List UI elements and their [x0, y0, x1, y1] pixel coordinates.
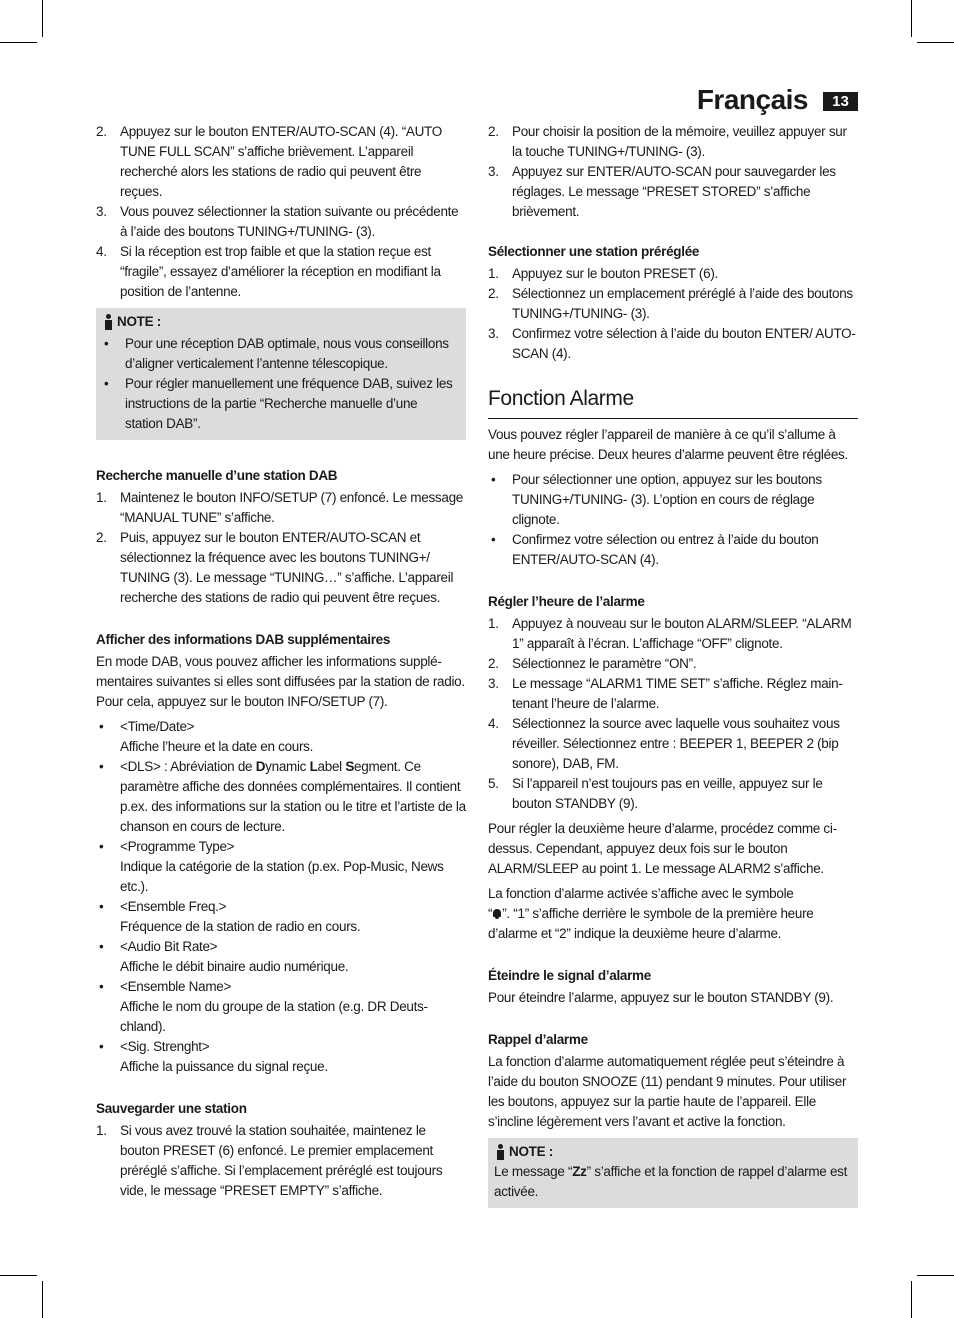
list-item: • Confirmez votre sélection ou entrez à l’aide du bouton ENTER/AUTO-SCAN (4). [491, 532, 819, 567]
list-item: • Pour régler manuellement une fréquence DAB, suivez les instructions de la partie “Recherche manuelle d’une station DAB”. [104, 376, 453, 431]
paragraph: Pour régler la deuxième heure d’alarme, procédez comme ci-dessus. Cependant, appuyez deux fois sur le bouton ALARM/SLEEP au point 1. Le message ALARM2 s’affiche. [488, 821, 837, 876]
list-item: • <Programme Type> Indique la catégorie de la station (p.ex. Pop-Music, News etc.). [99, 839, 444, 894]
crop-mark [0, 1275, 37, 1276]
page-number: 13 [823, 92, 858, 111]
crop-mark [42, 1281, 43, 1318]
list-item: 2. Pour choisir la position de la mémoire, veuillez appuyer sur la touche TUNING+/TUNING- (3). [488, 124, 847, 159]
note-box [488, 1138, 858, 1208]
list-item: 3. Appuyez sur ENTER/AUTO-SCAN pour sauvegarder les réglages. Le message “PRESET STORED” s’affiche brièvement. [488, 164, 836, 219]
crop-mark [0, 42, 37, 43]
list-item: 2. Sélectionnez le paramètre “ON”. [488, 656, 697, 671]
crop-mark [42, 0, 43, 37]
info-list [96, 717, 466, 1077]
note-title: NOTE : [102, 312, 458, 332]
section-heading: Éteindre le signal d’alarme [488, 968, 651, 983]
list-item: 3. Confirmez votre sélection à l’aide du bouton ENTER/ AUTO-SCAN (4). [488, 326, 856, 361]
steps-list [96, 122, 466, 302]
list-item: 1. Appuyez à nouveau sur le bouton ALARM/SLEEP. “ALARM 1” apparaît à l’écran. L’affichage “OFF” clignote. [488, 616, 852, 651]
section-heading: Sauvegarder une station [96, 1101, 247, 1116]
list-item: 1. Maintenez le bouton INFO/SETUP (7) enfoncé. Le message “MANUAL TUNE” s’affiche. [96, 490, 463, 525]
steps-list [96, 1121, 466, 1201]
crop-mark [917, 1275, 954, 1276]
list-item: • <Time/Date> Affiche l’heure et la date en cours. [99, 719, 314, 754]
steps-list [488, 122, 858, 222]
info-icon [102, 314, 114, 330]
paragraph: Pour éteindre l’alarme, appuyez sur le bouton STANDBY (9). [488, 990, 834, 1005]
crop-mark [911, 0, 912, 37]
snooze-symbol: Zz [572, 1164, 587, 1179]
paragraph: La fonction d’alarme activée s’affiche avec le symbole “ ”. “1” s’affiche derrière le symbole de la première heure d’alarme et “2” indique la deuxième heure d’alarme. [488, 886, 814, 941]
list-item: 1. Appuyez sur le bouton PRESET (6). [488, 266, 718, 281]
list-item: • Pour une réception DAB optimale, nous vous conseillons d’aligner verticalement l’antenne télescopique. [104, 336, 449, 371]
list-item: • <Sig. Strenght> Affiche la puissance du signal reçue. [99, 1039, 328, 1074]
list-item: 2. Appuyez sur le bouton ENTER/AUTO-SCAN (4). “AUTO TUNE FULL SCAN” s’affiche brièvement. L’appareil recherché alors les stations de radio qui peuvent être reçues. [96, 124, 442, 199]
alarm-bell-icon [492, 908, 502, 919]
steps-list [96, 488, 466, 608]
note-box [96, 308, 466, 440]
steps-list [488, 264, 858, 364]
list-item: 4. Sélectionnez la source avec laquelle vous souhaitez vous réveiller. Sélectionnez entre : BEEPER 1, BEEPER 2 (bip sonore), DAB, FM. [488, 716, 840, 771]
section-heading: Recherche manuelle d’une station DAB [96, 468, 338, 483]
left-column [96, 122, 466, 1201]
note-text: Le message “Zz” s’affiche et la fonction de rappel d’alarme est activée. [494, 1164, 848, 1199]
section-heading: Régler l’heure de l’alarme [488, 594, 645, 609]
section-heading: Rappel d’alarme [488, 1032, 588, 1047]
steps-list [488, 614, 858, 814]
list-item: • <Ensemble Name> Affiche le nom du groupe de la station (e.g. DR Deutschland). [99, 979, 429, 1034]
section-heading: Sélectionner une station préréglée [488, 244, 700, 259]
list-item: • <Ensemble Freq.> Fréquence de la station de radio en cours. [99, 899, 361, 934]
page-language-title: Français [696, 84, 808, 115]
list-item: • <Audio Bit Rate> Affiche le débit binaire audio numérique. [99, 939, 349, 974]
list-item: 2. Sélectionnez un emplacement préréglé à l’aide des boutons TUNING+/TUNING- (3). [488, 286, 853, 321]
list-item: 1. Si vous avez trouvé la station souhaitée, maintenez le bouton PRESET (6) enfoncé. Le premier emplacement préréglé s’affiche. Si l’emplacement préréglé est toujours vide, le message “PRESET EMPTY” s’affiche. [96, 1123, 443, 1198]
paragraph: En mode DAB, vous pouvez afficher les informations supplémentaires suivantes si elles sont diffusées par la station de radio. Pour cela, appuyez sur le bouton INFO/SETUP (7). [96, 654, 465, 709]
section-title: Fonction Alarme [488, 386, 858, 419]
note-list [102, 334, 458, 434]
list-item: • <DLS> : Abréviation de Dynamic Label Segment. Ce paramètre affiche des données complémentaires. Il contient p.ex. des informations sur la station ou le titre et l’artiste de la chanson en cours de lecture. [99, 759, 466, 834]
right-column [488, 122, 858, 1208]
list-item: 5. Si l’appareil n’est toujours pas en veille, appuyez sur le bouton STANDBY (9). [488, 776, 823, 811]
list-item: 2. Puis, appuyez sur le bouton ENTER/AUTO-SCAN et sélectionnez la fréquence avec les boutons TUNING+/ TUNING (3). Le message “TUNING…” s’affiche. L’appareil recherche des stations de radio qui peuvent être reçues. [96, 530, 454, 605]
info-icon [494, 1144, 506, 1160]
crop-mark [917, 42, 954, 43]
crop-mark [911, 1281, 912, 1318]
list-item: 3. Le message “ALARM1 TIME SET” s’affiche. Réglez maintenant l’heure de l’alarme. [488, 676, 843, 711]
list-item: 4. Si la réception est trop faible et que la station reçue est “fragile”, essayez d’améliorer la réception en modifiant la position de l’antenne. [96, 244, 441, 299]
paragraph: Vous pouvez régler l’appareil de manière à ce qu’il s’allume à une heure précise. Deux heures d’alarme peuvent être réglées. [488, 427, 848, 462]
note-title: NOTE : [494, 1142, 850, 1162]
paragraph: La fonction d’alarme automatiquement réglée peut s’éteindre à l’aide du bouton SNOOZE (11) pendant 9 minutes. Pour utiliser les boutons, appuyez sur la partie haute de l’appareil. Elle s’incline légèrement vers l’avant et active la fonction. [488, 1054, 847, 1129]
list-item: • Pour sélectionner une option, appuyez sur les boutons TUNING+/TUNING- (3). L’option en cours de réglage clignote. [491, 472, 822, 527]
section-heading: Afficher des informations DAB supplémentaires [96, 632, 391, 647]
list-item: 3. Vous pouvez sélectionner la station suivante ou précédente à l’aide des boutons TUNING+/TUNING- (3). [96, 204, 459, 239]
info-list [488, 470, 858, 570]
